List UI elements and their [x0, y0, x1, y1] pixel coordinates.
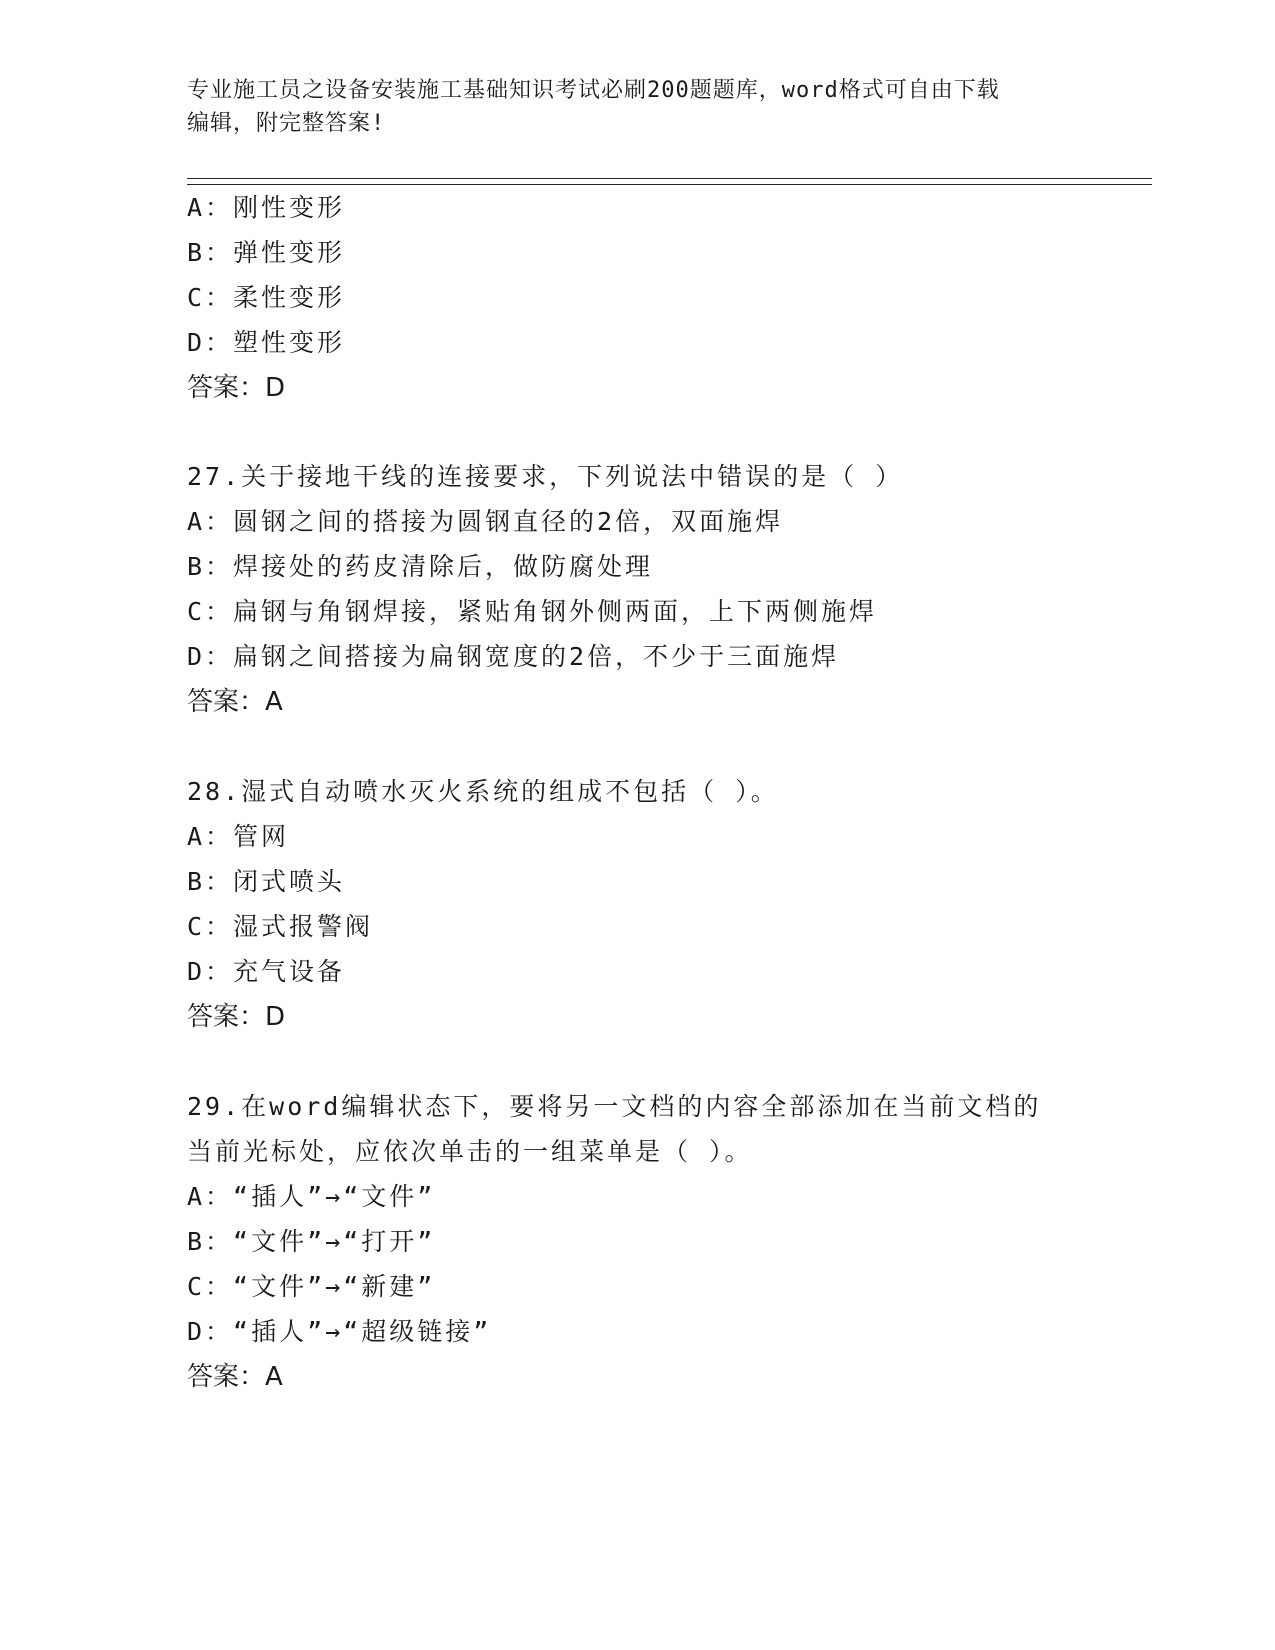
- q26-option-d: D：塑性变形: [187, 328, 346, 357]
- q29-answer: 答案：A: [187, 1362, 283, 1392]
- q28-option-b: B：闭式喷头: [187, 867, 346, 896]
- q29-question-line-2: 当前光标处，应依次单击的一组菜单是（ ）。: [187, 1137, 753, 1166]
- q26-option-a: A：刚性变形: [187, 193, 346, 222]
- q26-option-c: C：柔性变形: [187, 283, 346, 312]
- header-title-line-2: 编辑，附完整答案!: [187, 111, 386, 136]
- q27-option-b: B：焊接处的药皮清除后，做防腐处理: [187, 552, 654, 581]
- q28-option-a: A：管网: [187, 822, 290, 851]
- q27-answer: 答案：A: [187, 687, 283, 717]
- q26-option-b: B：弹性变形: [187, 238, 346, 267]
- q26-answer: 答案：D: [187, 373, 286, 403]
- q28-question: 28.湿式自动喷水灭火系统的组成不包括（ ）。: [187, 777, 779, 806]
- q28-answer: 答案：D: [187, 1002, 286, 1032]
- q29-option-b: B：“文件”→“打开”: [187, 1227, 436, 1256]
- q29-option-c: C：“文件”→“新建”: [187, 1272, 436, 1301]
- header-title-line-1: 专业施工员之设备安装施工基础知识考试必刷200题题库，word格式可自由下载: [187, 78, 1000, 103]
- page-header: [187, 74, 1067, 140]
- header-divider-top: [187, 178, 1152, 179]
- q29-option-a: A：“插人”→“文件”: [187, 1182, 436, 1211]
- header-divider-bottom: [187, 184, 1152, 185]
- q27-option-c: C：扁钢与角钢焊接，紧贴角钢外侧两面，上下两侧施焊: [187, 597, 878, 626]
- q27-question: 27.关于接地干线的连接要求，下列说法中错误的是（ ）: [187, 462, 904, 491]
- q28-option-d: D：充气设备: [187, 957, 346, 986]
- q29-option-d: D：“插人”→“超级链接”: [187, 1317, 492, 1346]
- q28-option-c: C：湿式报警阀: [187, 912, 374, 941]
- q29-question-line-1: 29.在word编辑状态下，要将另一文档的内容全部添加在当前文档的: [187, 1092, 1042, 1121]
- q27-option-a: A：圆钢之间的搭接为圆钢直径的2倍，双面施焊: [187, 507, 784, 536]
- q27-option-d: D：扁钢之间搭接为扁钢宽度的2倍，不少于三面施焊: [187, 642, 840, 671]
